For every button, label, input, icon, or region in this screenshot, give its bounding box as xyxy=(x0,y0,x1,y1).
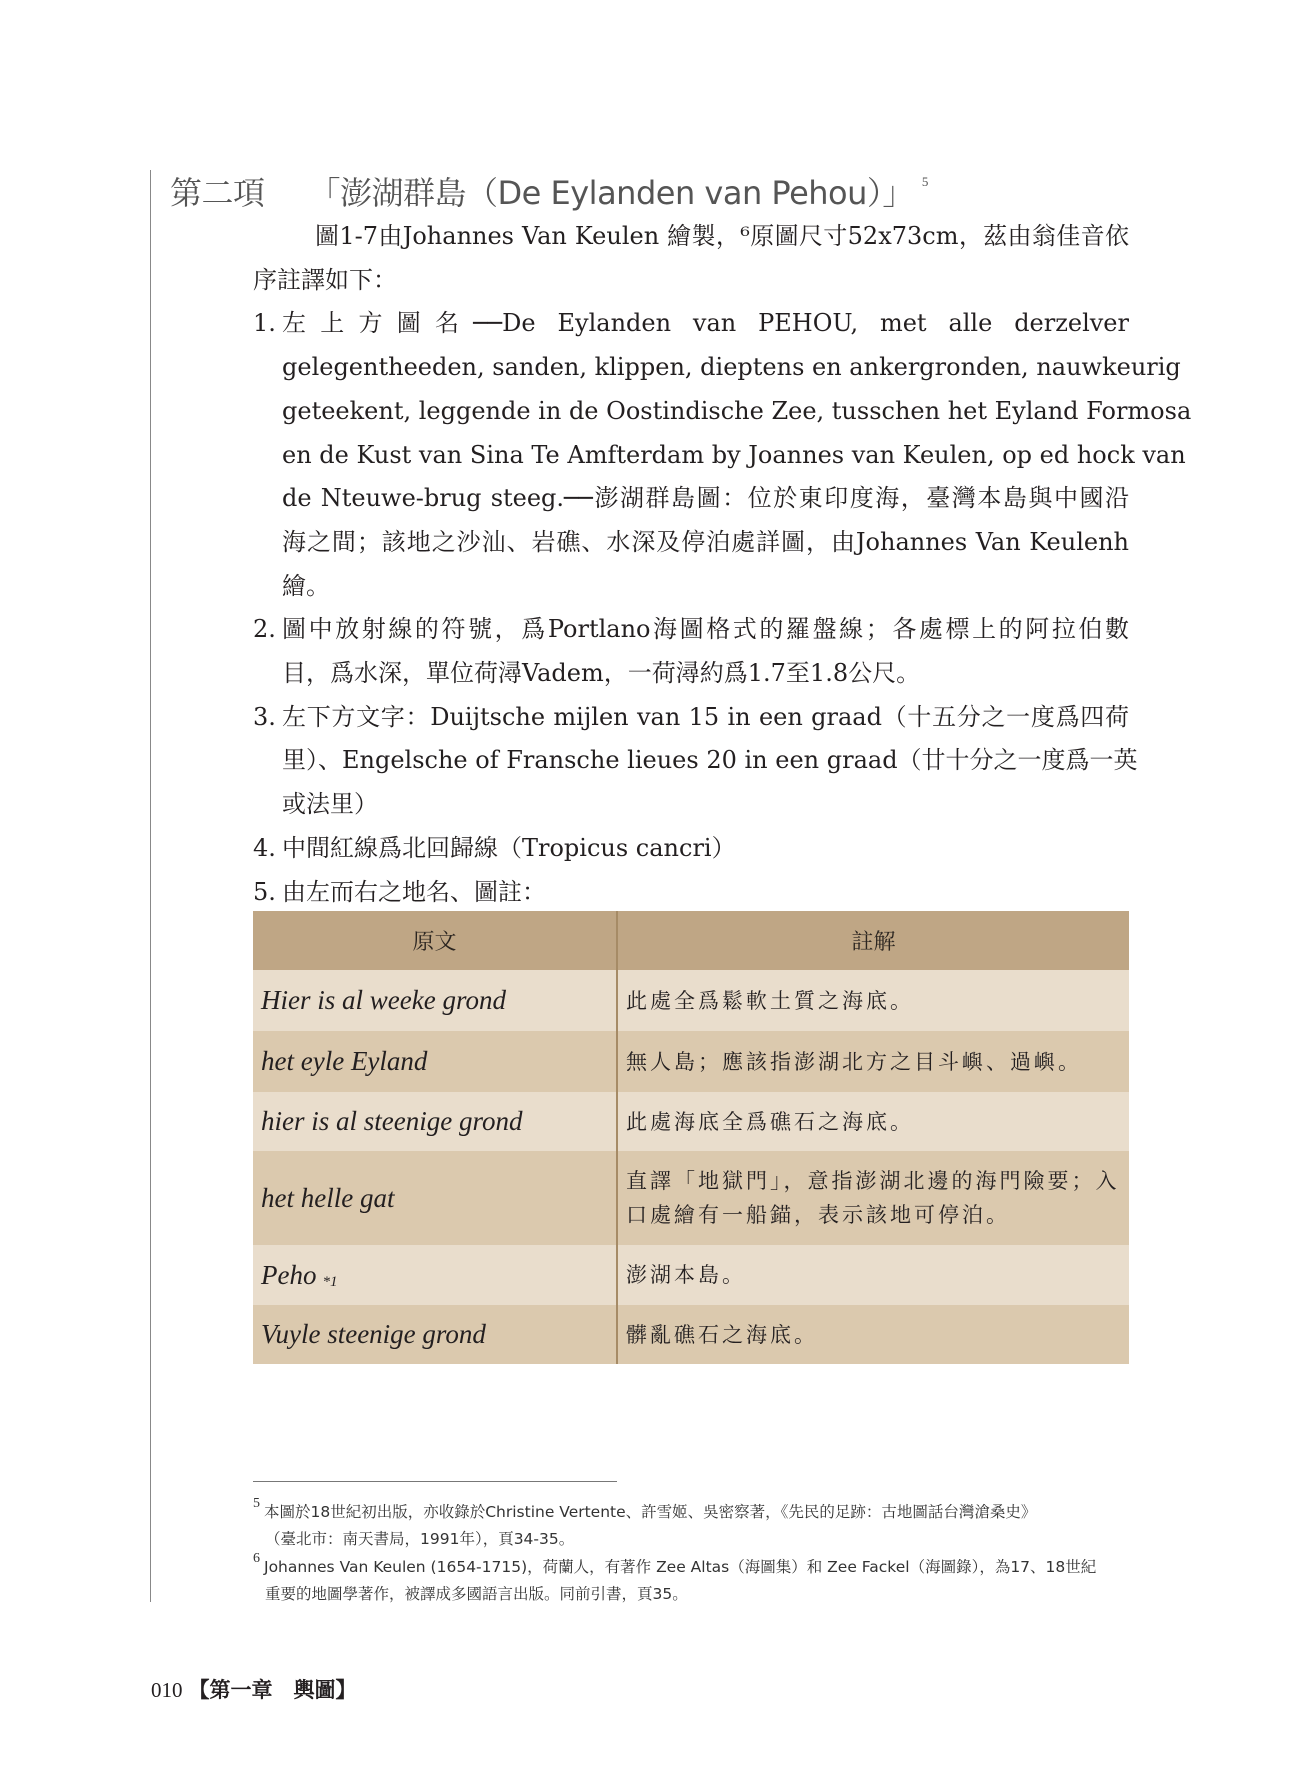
cell-note: 此處海底全爲礁石之海底。 xyxy=(617,1092,1129,1151)
cell-note: 髒亂礁石之海底。 xyxy=(617,1305,1129,1364)
page-footer xyxy=(151,1674,357,1704)
cell-original: Vuyle steenige grond xyxy=(253,1305,617,1364)
cell-original: Hier is al weeke grond xyxy=(253,970,617,1031)
table-row xyxy=(253,1031,1129,1092)
cell-note: 無人島；應該指澎湖北方之目斗嶼、過嶼。 xyxy=(617,1031,1129,1092)
list-item-line: 由左而右之地名、圖註： xyxy=(282,877,546,906)
chapter-label: 【第一章 輿圖】 xyxy=(188,1677,357,1702)
list-item-line: de Nteuwe-brug steeg.──澎湖群島圖：位於東印度海，臺灣本島與中國沿 xyxy=(282,484,1129,513)
section-title: 「澎湖群島（De Eylanden van Pehou）」 xyxy=(308,174,914,212)
list-item-line: 里）、Engelsche of Fransche lieues 20 in een graad（廿十分之一度爲一英 xyxy=(282,746,1138,775)
list-item-line: 繪。 xyxy=(282,571,330,600)
column-header-original: 原文 xyxy=(253,911,617,970)
list-number: 4. xyxy=(253,833,276,862)
footnote-5-cont xyxy=(265,1527,574,1549)
list-item-line: 目，爲水深，單位荷潯Vadem，一荷潯約爲1.7至1.8公尺。 xyxy=(282,659,921,687)
footnote-text: （臺北市：南天書局，1991年），頁34-35。 xyxy=(265,1530,575,1548)
footnote-text: 重要的地圖學著作，被譯成多國語言出版。同前引書，頁35。 xyxy=(265,1585,688,1603)
footnote-text: Johannes Van Keulen (1654-1715)，荷蘭人，有著作 Zee Altas（海圖集）和 Zee Fackel（海圖錄），為17、18世紀 xyxy=(264,1558,1097,1576)
cell-original: het eyle Eyland xyxy=(253,1031,617,1092)
original-text: Peho xyxy=(261,1259,317,1290)
list-number: 2. xyxy=(253,615,276,644)
table-row xyxy=(253,1305,1129,1364)
footnote-text: 本圖於18世紀初出版，亦收錄於Christine Vertente、許雪姬、吳密察著，《先民的足跡：古地圖話台灣滄桑史》 xyxy=(264,1503,1037,1521)
list-item-line: en de Kust van Sina Te Amfterdam by Joannes van Keulen, op ed hock van xyxy=(282,440,1186,469)
section-number: 第二項 xyxy=(170,174,265,212)
footnote-6 xyxy=(253,1551,1097,1577)
table-row xyxy=(253,970,1129,1031)
cell-note: 澎湖本島。 xyxy=(617,1245,1129,1305)
list-item-line: 圖中放射線的符號，爲Portlano海圖格式的羅盤線；各處標上的阿拉伯數 xyxy=(282,615,1129,644)
list-item-line: 海之間；該地之沙汕、岩礁、水深及停泊處詳圖，由Johannes Van Keulenh xyxy=(282,527,1129,556)
footnote-ref: 5 xyxy=(921,174,928,189)
footnote-number: 6 xyxy=(253,1551,260,1566)
list-number: 1. xyxy=(253,309,276,338)
note-mark: *1 xyxy=(322,1273,338,1290)
table-row xyxy=(253,1151,1129,1245)
footnote-number: 5 xyxy=(253,1496,260,1511)
body-line: 序註譯如下： xyxy=(253,266,397,294)
cell-original xyxy=(253,1245,617,1305)
list-item-line: geteekent, leggende in de Oostindische Zee, tusschen het Eyland Formosa xyxy=(282,396,1192,425)
list-item-line: 或法里） xyxy=(282,790,378,819)
table-row xyxy=(253,1245,1129,1305)
table-row xyxy=(253,1092,1129,1151)
list-number: 5. xyxy=(253,877,276,906)
footnote-5 xyxy=(253,1496,1037,1522)
cell-note: 直譯「地獄門」，意指澎湖北邊的海門險要；入口處繪有一船錨，表示該地可停泊。 xyxy=(617,1151,1129,1245)
column-header-note: 註解 xyxy=(617,911,1129,970)
glossary-table xyxy=(253,911,1129,1364)
page-number: 010 xyxy=(151,1678,183,1702)
section-heading xyxy=(170,168,928,214)
list-item-line: gelegentheeden, sanden, klippen, dieptens en ankergronden, nauwkeurig xyxy=(282,353,1181,382)
cell-original: het helle gat xyxy=(253,1151,617,1245)
cell-original: hier is al steenige grond xyxy=(253,1092,617,1151)
list-item-line: 左上方圖名──De Eylanden van PEHOU, met alle derzelver xyxy=(282,309,1129,338)
footnote-divider xyxy=(253,1481,617,1482)
margin-rule xyxy=(150,170,151,1602)
cell-note: 此處全爲鬆軟土質之海底。 xyxy=(617,970,1129,1031)
list-item-line: 中間紅線爲北回歸線（Tropicus cancri） xyxy=(282,833,736,862)
body-line: 圖1-7由Johannes Van Keulen 繪製，⁶原圖尺寸52x73cm，茲由翁佳音依 xyxy=(315,222,1129,250)
list-item-line: 左下方文字：Duijtsche mijlen van 15 in een graad（十五分之一度爲四荷 xyxy=(282,702,1129,731)
list-number: 3. xyxy=(253,702,276,731)
footnote-6-cont xyxy=(265,1582,688,1604)
